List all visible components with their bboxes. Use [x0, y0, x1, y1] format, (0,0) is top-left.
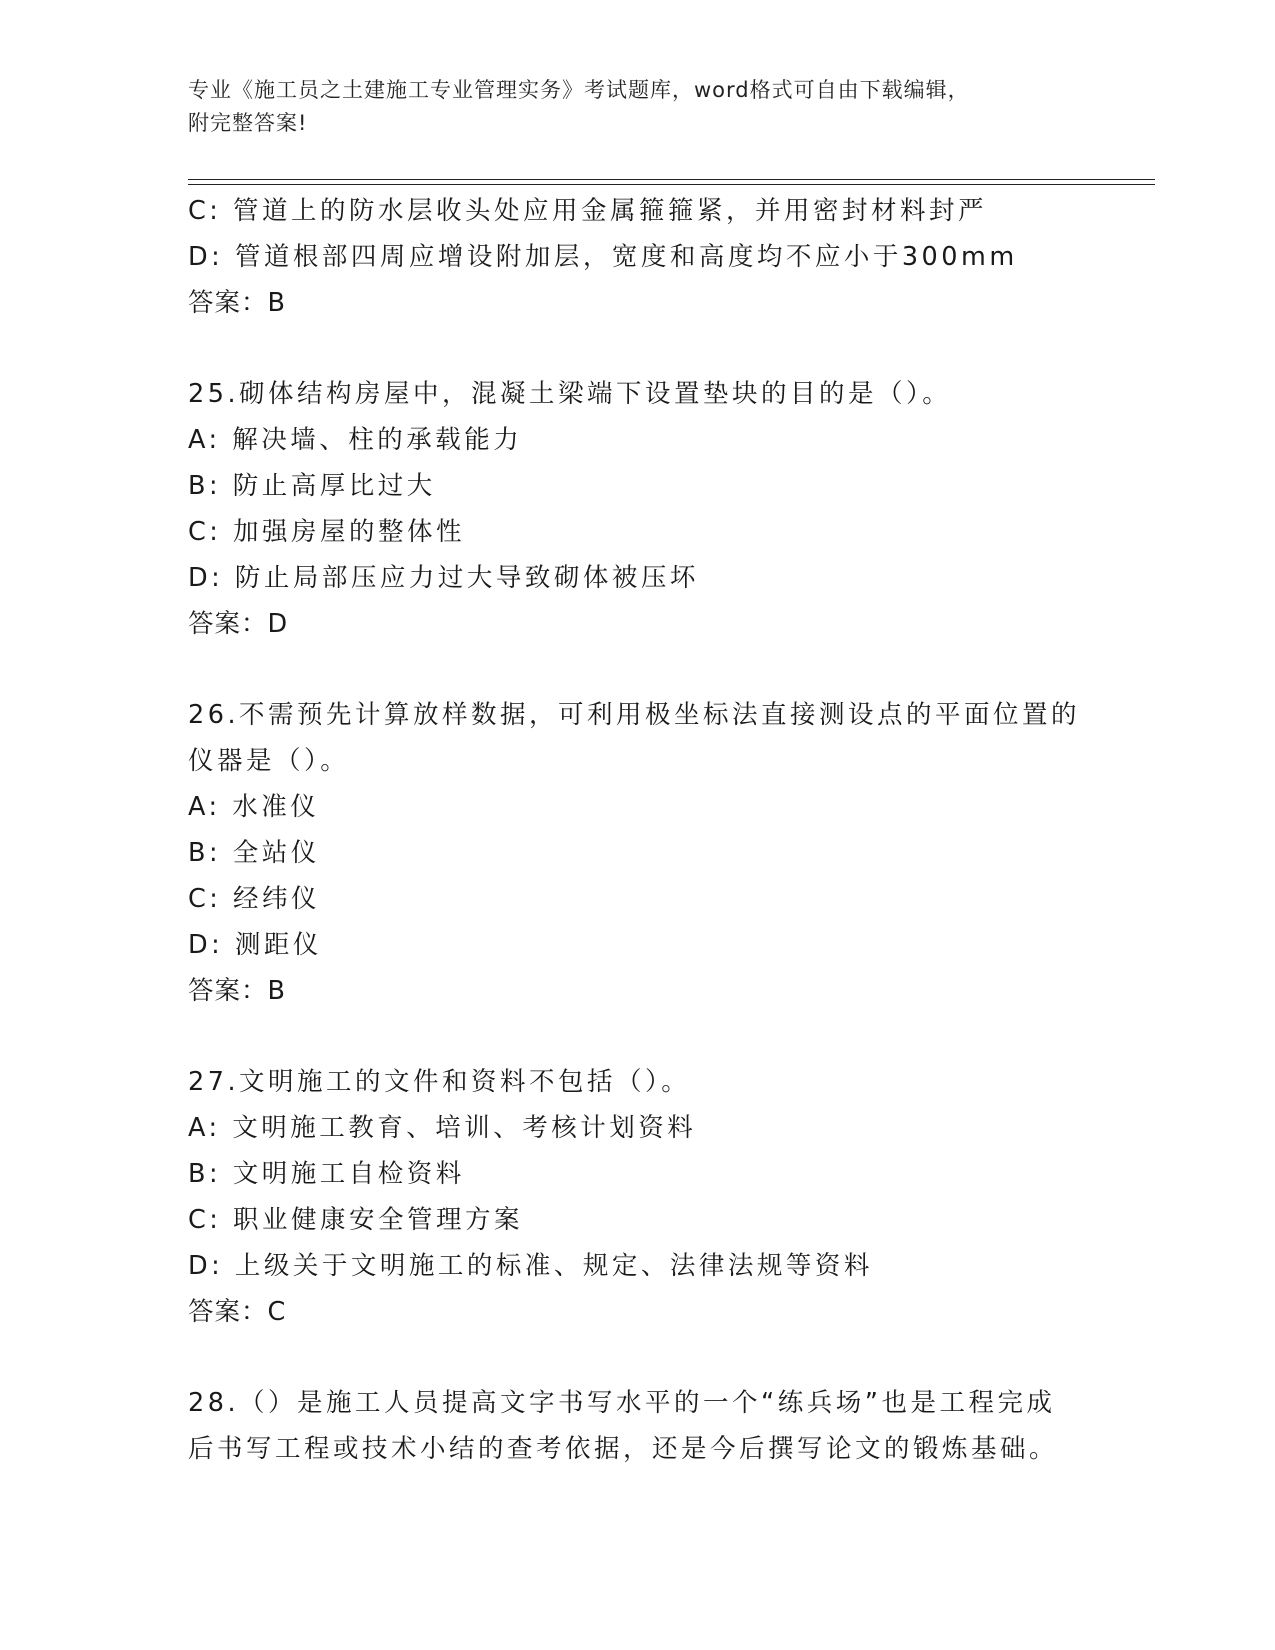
option-b: B: 文明施工自检资料	[188, 1159, 465, 1189]
question-25	[188, 371, 1088, 647]
spacer	[188, 1014, 1088, 1059]
question-24-continuation	[188, 188, 1088, 326]
question-stem: 28.（）是施工人员提高文字书写水平的一个“练兵场”也是工程完成	[188, 1388, 1056, 1418]
question-stem-continued: 仪器是（）。	[188, 746, 350, 776]
question-27	[188, 1059, 1088, 1335]
header-divider-bottom	[188, 184, 1155, 185]
question-stem: 25.砌体结构房屋中，混凝土梁端下设置垫块的目的是（）。	[188, 379, 952, 409]
question-stem: 26.不需预先计算放样数据，可利用极坐标法直接测设点的平面位置的	[188, 700, 1081, 730]
question-stem-continued: 后书写工程或技术小结的查考依据，还是今后撰写论文的锻炼基础。	[188, 1434, 1059, 1464]
question-26	[188, 692, 1088, 1014]
option-a: A: 解决墙、柱的承载能力	[188, 425, 523, 455]
option-c: C: 管道上的防水层收头处应用金属箍箍紧，并用密封材料封严	[188, 196, 988, 226]
spacer	[188, 647, 1088, 692]
question-28	[188, 1380, 1088, 1472]
spacer	[188, 326, 1088, 371]
spacer	[188, 1335, 1088, 1380]
option-c: C: 加强房屋的整体性	[188, 517, 466, 547]
option-b: B: 防止高厚比过大	[188, 471, 436, 501]
header-line-2: 附完整答案!	[188, 111, 308, 135]
option-c: C: 经纬仪	[188, 884, 321, 914]
answer-line: 答案：B	[188, 288, 286, 318]
option-d: D: 测距仪	[188, 930, 322, 960]
answer-line: 答案：B	[188, 976, 286, 1006]
header-line-1: 专业《施工员之土建施工专业管理实务》考试题库，word格式可自由下载编辑，	[188, 78, 970, 102]
answer-line: 答案：D	[188, 609, 289, 639]
option-d: D: 防止局部压应力过大导致砌体被压坏	[188, 563, 699, 593]
option-b: B: 全站仪	[188, 838, 320, 868]
question-stem: 27.文明施工的文件和资料不包括（）。	[188, 1067, 691, 1097]
option-d: D: 上级关于文明施工的标准、规定、法律法规等资料	[188, 1251, 873, 1281]
option-c: C: 职业健康安全管理方案	[188, 1205, 524, 1235]
option-d: D: 管道根部四周应增设附加层，宽度和高度均不应小于300mm	[188, 242, 1018, 272]
document-body	[188, 188, 1088, 1472]
header-divider-top	[188, 179, 1155, 180]
answer-line: 答案：C	[188, 1297, 287, 1327]
option-a: A: 文明施工教育、培训、考核计划资料	[188, 1113, 697, 1143]
document-header	[188, 74, 1088, 140]
option-a: A: 水准仪	[188, 792, 320, 822]
